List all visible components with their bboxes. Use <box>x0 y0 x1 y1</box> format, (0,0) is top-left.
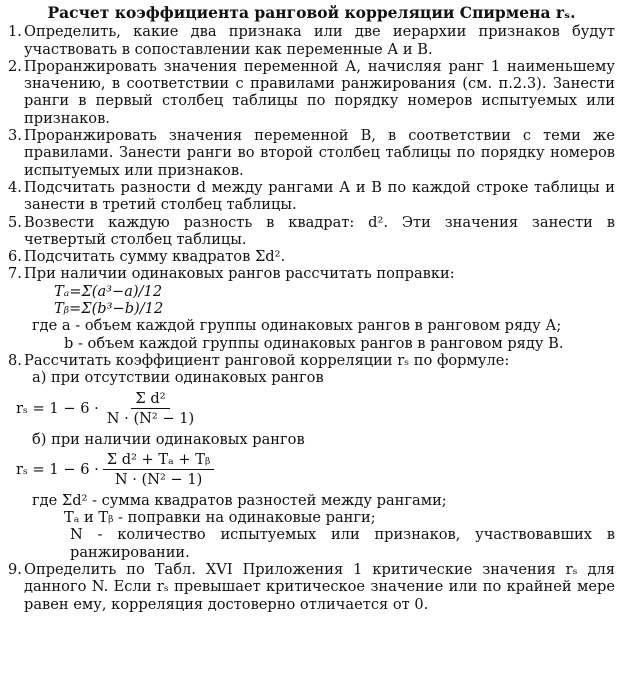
step-6 <box>8 248 615 265</box>
case-a-label: а) при отсутствии одинаковых рангов <box>32 369 324 387</box>
step-7 <box>8 265 615 282</box>
step-text: Возвести каждую разность в квадрат: d². Эти значения занести в четвертый столбец таблицы. <box>24 213 615 248</box>
denominator: N · (N² − 1) <box>114 471 203 489</box>
numerator: Σ d² + Tₐ + Tᵦ <box>103 451 215 470</box>
where-a: где a - объем каждой группы одинаковых рангов в ранговом ряду А; <box>32 317 562 335</box>
step-text: Определить, какие два признака или две иерархии признаков будут участвовать в сопоставлении как переменные А и В. <box>24 23 615 58</box>
page-title: Расчет коэффициента ранговой корреляции Спирмена rₛ. <box>47 3 576 22</box>
step-1 <box>8 23 615 58</box>
step-number: 6. <box>8 248 22 266</box>
fraction <box>103 451 215 489</box>
formula-lhs: rₛ = 1 − 6 · <box>16 399 99 417</box>
formula-tb <box>8 300 615 317</box>
step-text: Проранжировать значения переменной В, в соответствии с теми же правилами. Занести ранги во второй столбец таблицы по порядку номеров испытуемых или признаков. <box>24 127 615 179</box>
formula-tb-text: Tᵦ=Σ(b³−b)/12 <box>54 300 164 318</box>
step-number: 8. <box>8 351 22 369</box>
where-n: N - количество испытуемых или признаков, участвовавших в ранжировании. <box>70 526 615 561</box>
denominator: N · (N² − 1) <box>106 410 195 428</box>
formula-lhs: rₛ = 1 − 6 · <box>16 461 99 479</box>
case-b-label: б) при наличии одинаковых рангов <box>32 430 305 448</box>
where-t: Tₐ и Tᵦ - поправки на одинаковые ранги; <box>64 509 376 527</box>
step-4 <box>8 179 615 214</box>
step-number: 4. <box>8 178 22 196</box>
formula-ta <box>8 283 615 300</box>
step-5 <box>8 214 615 249</box>
step-number: 3. <box>8 127 22 145</box>
step-text: Проранжировать значения переменной А, начисляя ранг 1 наименьшему значению, в соответствии с правилами ранжирования (см. п.2.3). Занести ранги в первый столбец таблицы по порядку номеров испытуемых или признаков. <box>24 57 615 127</box>
step-text: Рассчитать коэффициент ранговой корреляции rₛ по формуле: <box>24 351 510 369</box>
formula-ta-text: Tₐ=Σ(a³−a)/12 <box>54 282 163 300</box>
step-text: Подсчитать сумму квадратов Σd². <box>24 248 286 266</box>
step-text: Подсчитать разности d между рангами А и В по каждой строке таблицы и занести в третий столбец таблицы. <box>24 178 615 214</box>
step-9 <box>8 561 615 613</box>
step-number: 2. <box>8 57 22 75</box>
formula-no-ties <box>16 389 615 429</box>
formula-with-ties <box>16 450 615 490</box>
step-number: 5. <box>8 213 22 231</box>
numerator: Σ d² <box>131 390 169 409</box>
step-number: 9. <box>8 561 22 579</box>
fraction <box>103 390 198 428</box>
step-text: Определить по Табл. XVI Приложения 1 критические значения rₛ для данного N. Если rₛ превышает критическое значение или по крайней мере равен ему, корреляция достоверно отличается от 0. <box>24 561 615 613</box>
where-b: b - объем каждой группы одинаковых рангов в ранговом ряду В. <box>64 334 564 352</box>
step-number: 7. <box>8 265 22 283</box>
step-8 <box>8 352 615 369</box>
where-sum: где Σd² - сумма квадратов разностей между рангами; <box>32 491 447 509</box>
step-text: При наличии одинаковых рангов рассчитать поправки: <box>24 265 455 283</box>
step-2 <box>8 58 615 127</box>
step-3 <box>8 127 615 179</box>
step-number: 1. <box>8 23 22 41</box>
